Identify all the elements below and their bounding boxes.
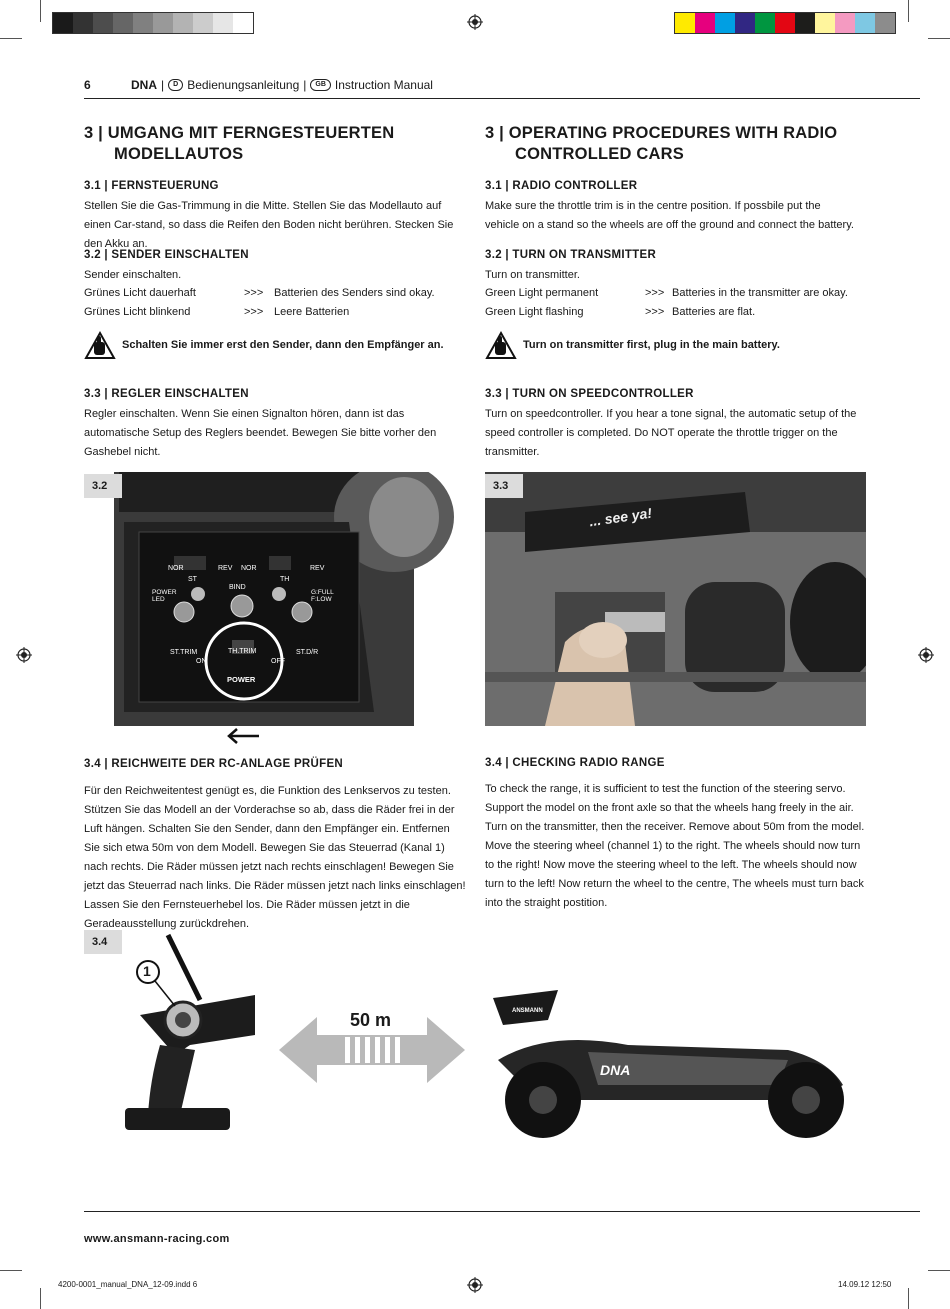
calibration-swatch bbox=[213, 13, 233, 33]
sticker-text: ... see ya! bbox=[588, 504, 653, 530]
panel-label: POWER LED bbox=[152, 589, 177, 603]
arrow-left-icon bbox=[226, 728, 260, 744]
status-row: Grünes Licht dauerhaft >>> Batterien des Senders sind okay. bbox=[84, 287, 435, 299]
subsection-title: 3.4 | CHECKING RADIO RANGE bbox=[485, 757, 665, 769]
crop-mark bbox=[908, 0, 909, 22]
registration-mark-icon bbox=[16, 647, 32, 663]
calibration-swatch bbox=[133, 13, 153, 33]
website-url: www.ansmann-racing.com bbox=[84, 1233, 230, 1245]
crop-mark bbox=[40, 0, 41, 22]
lang-badge-de: D bbox=[168, 79, 183, 91]
paragraph: Make sure the throttle trim is in the centre position. If possbile put the vehicle on a stand so the wheels are off the ground and connect the battery. bbox=[485, 200, 854, 231]
panel-label: ST.TRIM bbox=[170, 649, 198, 656]
calibration-swatch bbox=[173, 13, 193, 33]
callout-number: 1 bbox=[143, 963, 151, 979]
footer-rule bbox=[84, 1211, 920, 1212]
panel-label: TH bbox=[280, 576, 290, 583]
paragraph: Turn on speedcontroller. If you hear a tone signal, the automatic setup of the speed controller is completed. Do NOT operate the throttle trigger on the transmitter. bbox=[485, 408, 857, 458]
paragraph: Regler einschalten. Wenn Sie einen Signalton hören, dann ist das automatische Setup des Reglers beendet. Bewegen Sie bitte vorher den Gashebel nicht. bbox=[84, 408, 437, 458]
transmitter-panel-illustration bbox=[84, 472, 464, 726]
panel-label: G:FULL F:LOW bbox=[311, 589, 334, 603]
print-datetime: 14.09.12 12:50 bbox=[838, 1280, 892, 1289]
crop-mark bbox=[40, 1288, 41, 1309]
car-brand: ANSMANN bbox=[512, 1008, 543, 1014]
paragraph: Für den Reichweitentest genügt es, die Funktion des Lenkservos zu testen. Stützen Sie das Modell an der Vorderachse so ab, dass die Räder frei in der Luft hängen. Schalten Sie den Sender, dann den Empfänger ein. Entfernen Sie sich etwa 50m von dem Modell. Bewegen Sie das Steuerrad (Kanal 1) nach rechts. Die Räder müssen jetzt nach rechts einschlagen! Bewegen Sie jetzt das Steuerrad nach links. Die Räder müssen jetzt nach links einschlagen! Lassen Sie den Fernsteuerhebel los. Die Räder müssen jetzt in die Geradeausstellung zurückdrehen. bbox=[84, 785, 466, 930]
crop-mark bbox=[0, 38, 22, 39]
warning-note: Turn on transmitter first, plug in the main battery. bbox=[485, 330, 780, 360]
paragraph: Sender einschalten. bbox=[84, 269, 182, 281]
crop-mark bbox=[0, 1270, 22, 1271]
file-slug: 4200-0001_manual_DNA_12-09.indd 6 bbox=[58, 1280, 198, 1289]
panel-label: NOR bbox=[241, 565, 257, 572]
status-row: Green Light permanent >>> Batteries in the transmitter are okay. bbox=[485, 287, 848, 299]
panel-label: OFF bbox=[271, 658, 285, 665]
calibration-swatch bbox=[815, 13, 835, 33]
registration-mark-icon bbox=[467, 14, 483, 30]
panel-label: NOR bbox=[168, 565, 184, 572]
registration-mark-icon bbox=[467, 1277, 483, 1293]
calibration-swatch bbox=[875, 13, 895, 33]
calibration-swatch bbox=[193, 13, 213, 33]
panel-label: ST.D/R bbox=[296, 649, 319, 656]
calibration-swatch bbox=[795, 13, 815, 33]
crop-mark bbox=[928, 1270, 950, 1271]
panel-label: BIND bbox=[229, 584, 246, 591]
header-title-gb: Instruction Manual bbox=[334, 78, 433, 92]
color-calibration-bar bbox=[674, 12, 896, 34]
header-rule bbox=[84, 98, 920, 99]
subsection-title: 3.1 | FERNSTEUERUNG bbox=[84, 180, 219, 192]
calibration-swatch bbox=[113, 13, 133, 33]
figure-tag: 3.4 bbox=[84, 930, 122, 954]
warning-hand-icon bbox=[84, 330, 116, 360]
calibration-swatch bbox=[855, 13, 875, 33]
buggy-car-illustration bbox=[488, 990, 860, 1140]
paragraph: Stellen Sie die Gas-Trimmung in die Mitte. Stellen Sie das Modellauto auf einen Car-stand, so dass die Reifen den Boden nicht berühren. Stecken Sie den Akku an. bbox=[84, 200, 454, 250]
panel-label: ST bbox=[188, 576, 197, 583]
distance-label: 50 m bbox=[350, 1010, 392, 1030]
panel-label: REV bbox=[310, 565, 325, 572]
subsection-title: 3.2 | SENDER EINSCHALTEN bbox=[84, 249, 249, 261]
figure-tag: 3.2 bbox=[84, 474, 122, 498]
status-row: Grünes Licht blinkend >>> Leere Batterien bbox=[84, 306, 350, 318]
calibration-swatch bbox=[755, 13, 775, 33]
page-number: 6 bbox=[84, 78, 91, 92]
subsection-title: 3.3 | TURN ON SPEEDCONTROLLER bbox=[485, 388, 694, 400]
transmitter-illustration bbox=[120, 930, 270, 1135]
crop-mark bbox=[908, 1288, 909, 1309]
subsection-title: 3.2 | TURN ON TRANSMITTER bbox=[485, 249, 657, 261]
calibration-swatch bbox=[53, 13, 73, 33]
registration-mark-icon bbox=[918, 647, 934, 663]
section-title-de: 3 | UMGANG MIT FERNGESTEUERTEN MODELLAUTOS bbox=[84, 124, 395, 163]
panel-label: POWER bbox=[227, 675, 256, 684]
separator: | bbox=[303, 78, 307, 92]
warning-hand-icon bbox=[485, 330, 517, 360]
running-header bbox=[131, 78, 433, 92]
figure-transmitter-panel bbox=[84, 472, 464, 726]
panel-label: ON bbox=[196, 658, 207, 665]
subsection-title: 3.3 | REGLER EINSCHALTEN bbox=[84, 388, 249, 400]
calibration-swatch bbox=[153, 13, 173, 33]
calibration-swatch bbox=[775, 13, 795, 33]
brand-name: DNA bbox=[131, 78, 157, 92]
calibration-swatch bbox=[695, 13, 715, 33]
warning-note: Schalten Sie immer erst den Sender, dann den Empfänger an. bbox=[84, 330, 444, 360]
figure-speedcontroller-photo bbox=[485, 472, 866, 726]
gray-calibration-bar bbox=[52, 12, 254, 34]
panel-label: TH.TRIM bbox=[228, 648, 257, 655]
subsection-title: 3.1 | RADIO CONTROLLER bbox=[485, 180, 638, 192]
crop-mark bbox=[928, 38, 950, 39]
calibration-swatch bbox=[93, 13, 113, 33]
calibration-swatch bbox=[715, 13, 735, 33]
header-title-de: Bedienungsanleitung bbox=[187, 78, 300, 92]
separator: | bbox=[161, 78, 165, 92]
speedcontroller-illustration bbox=[485, 472, 866, 726]
calibration-swatch bbox=[233, 13, 253, 33]
calibration-swatch bbox=[73, 13, 93, 33]
section-title-en: 3 | OPERATING PROCEDURES WITH RADIO CONTROLLED CARS bbox=[485, 124, 838, 163]
calibration-swatch bbox=[675, 13, 695, 33]
paragraph: Turn on transmitter. bbox=[485, 269, 580, 281]
paragraph: To check the range, it is sufficient to test the function of the steering servo. Support the model on the front axle so that the wheels hang freely in the air. Turn on the transmitter, then the receiver. Remove about 50m from the model. Move the steering wheel (channel 1) to the right. The wheels should now turn to the right! Now move the steering wheel to the left. The wheels should now turn to the left! Now return the wheel to the centre, The wheels must turn back into the straight postition. bbox=[485, 783, 865, 909]
car-name: DNA bbox=[600, 1062, 631, 1078]
lang-badge-gb: GB bbox=[310, 79, 331, 91]
calibration-swatch bbox=[835, 13, 855, 33]
status-row: Green Light flashing >>> Batteries are flat. bbox=[485, 306, 756, 318]
calibration-swatch bbox=[735, 13, 755, 33]
panel-label: REV bbox=[218, 565, 233, 572]
figure-tag: 3.3 bbox=[485, 474, 523, 498]
subsection-title: 3.4 | REICHWEITE DER RC-ANLAGE PRÜFEN bbox=[84, 758, 344, 770]
